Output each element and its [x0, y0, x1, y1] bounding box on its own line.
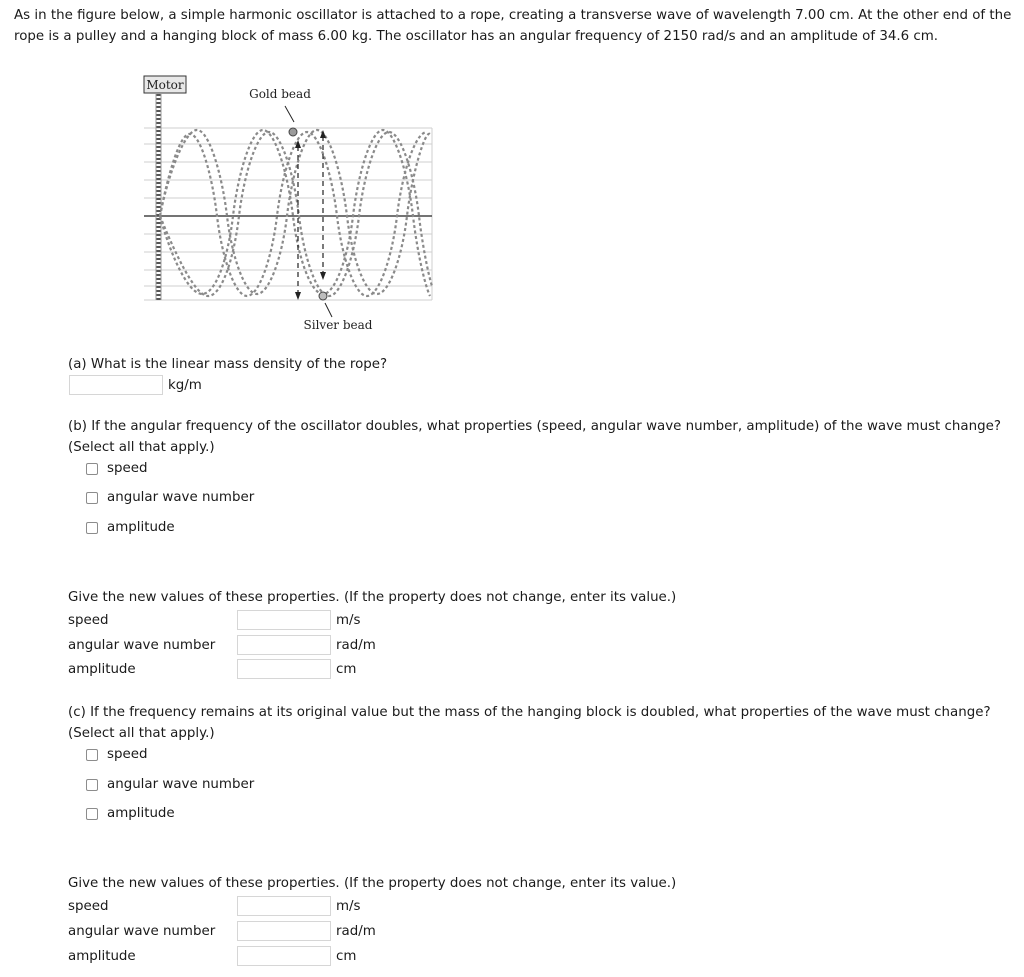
part-b-wave-number-unit: rad/m [336, 637, 376, 653]
part-b-option-amplitude[interactable] [86, 520, 175, 535]
part-c-speed-checkbox[interactable] [86, 749, 98, 761]
part-b-amplitude-label: amplitude [107, 520, 175, 535]
part-a-question: (a) What is the linear mass density of the rope? [68, 357, 388, 372]
part-c-wave-number-input[interactable] [237, 921, 331, 941]
part-c-amplitude-label: amplitude [107, 806, 175, 821]
linear-density-input[interactable] [69, 375, 163, 395]
part-b-amplitude-input[interactable] [237, 659, 331, 679]
part-b-speed-checkbox[interactable] [86, 463, 98, 475]
part-c-option-amplitude[interactable] [86, 806, 175, 821]
part-c-amplitude-checkbox[interactable] [86, 808, 98, 820]
problem-statement: As in the figure below, a simple harmonic oscillator is attached to a rope, creating a transverse wave of wavelength 7.00 cm. At the other end of the rope is a pulley and a hanging block of mass 6.00 kg. The oscillator has an angular frequency of 2150 rad/s and an amplitude of 34.6 cm. [14, 8, 1012, 44]
part-b-option-speed[interactable] [86, 461, 147, 476]
part-b-wave-number-input[interactable] [237, 635, 331, 655]
part-c-speed-input[interactable] [237, 896, 331, 916]
wave-snapshots [160, 130, 432, 296]
part-b-new-values-prompt: Give the new values of these properties. (If the property does not change, enter its value.) [68, 590, 677, 605]
part-b-wave-number-row [68, 634, 376, 656]
part-c-amplitude-input[interactable] [237, 946, 331, 966]
part-b-speed-input[interactable] [237, 610, 331, 630]
part-c-speed-unit: m/s [336, 898, 361, 914]
part-a-answer-row [68, 374, 202, 396]
part-c-amplitude-unit: cm [336, 948, 357, 964]
silver-bead-label: Silver bead [303, 318, 373, 332]
gold-bead-pointer [285, 106, 294, 122]
part-b-question: (b) If the angular frequency of the oscillator doubles, what properties (speed, angular wave number, amplitude) of the wave must change? (Select all that apply.) [68, 419, 1001, 455]
silver-bead [319, 292, 327, 300]
silver-bead-pointer [325, 303, 332, 317]
part-c-amplitude-row [68, 945, 356, 967]
part-b-wave-number-field-label: angular wave number [68, 637, 216, 653]
part-b-speed-field-label: speed [68, 612, 109, 628]
part-b-amplitude-unit: cm [336, 661, 357, 677]
part-b-speed-unit: m/s [336, 612, 361, 628]
part-b-amplitude-row [68, 658, 356, 680]
part-c-option-wave-number[interactable] [86, 777, 254, 792]
part-c-question: (c) If the frequency remains at its original value but the mass of the hanging block is doubled, what properties of the wave must change? (Select all that apply.) [68, 705, 991, 741]
part-c-amplitude-field-label: amplitude [68, 948, 136, 964]
part-c-wave-number-checkbox[interactable] [86, 779, 98, 791]
part-b-amplitude-checkbox[interactable] [86, 522, 98, 534]
gold-bead-label: Gold bead [249, 87, 311, 101]
part-c-speed-field-label: speed [68, 898, 109, 914]
part-b-wave-number-checkbox[interactable] [86, 492, 98, 504]
part-c-wave-number-unit: rad/m [336, 923, 376, 939]
linear-density-unit: kg/m [168, 377, 202, 393]
part-c-new-values-prompt: Give the new values of these properties. (If the property does not change, enter its value.) [68, 876, 677, 891]
motor-label: Motor [146, 78, 184, 92]
part-c-speed-row [68, 895, 361, 917]
part-c-speed-label: speed [107, 747, 148, 762]
part-c-wave-number-field-label: angular wave number [68, 923, 216, 939]
part-b-wave-number-label: angular wave number [107, 490, 255, 505]
part-b-option-wave-number[interactable] [86, 490, 254, 505]
wave-diagram [140, 74, 440, 336]
part-b-speed-label: speed [107, 461, 148, 476]
part-c-option-speed[interactable] [86, 747, 147, 762]
part-b-amplitude-field-label: amplitude [68, 661, 136, 677]
part-c-wave-number-label: angular wave number [107, 777, 255, 792]
part-c-wave-number-row [68, 920, 376, 942]
oscillator-figure [140, 74, 440, 336]
part-b-speed-row [68, 609, 361, 631]
motor-spring [156, 94, 161, 300]
gold-bead [289, 128, 297, 136]
